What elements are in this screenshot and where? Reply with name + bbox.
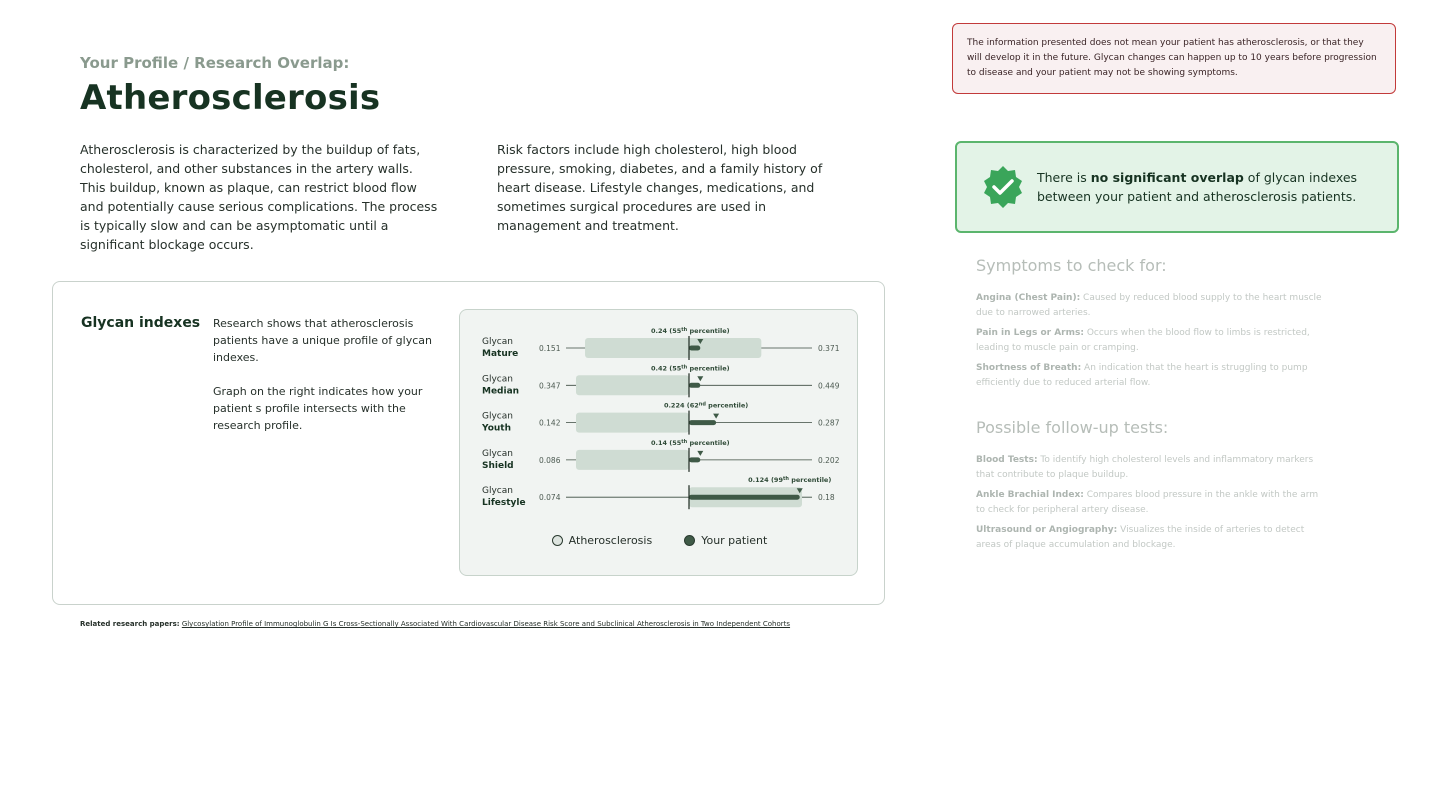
symptom-name: Pain in Legs or Arms: — [976, 328, 1084, 338]
related-label: Related research papers: — [80, 620, 180, 628]
description-right: Risk factors include high cholesterol, high blood pressure, smoking, diabetes, and a family history of heart disease. Lifestyle changes, medications, and sometimes surgical procedures are used in management and treatment. — [497, 142, 823, 233]
legend-atherosclerosis-label: Atherosclerosis — [568, 534, 653, 547]
atherosclerosis-band — [576, 375, 689, 395]
legend-atherosclerosis — [552, 534, 653, 547]
legend-atherosclerosis-swatch — [552, 535, 563, 546]
glycan-indexes-title: Glycan indexes — [81, 315, 201, 331]
related-papers — [80, 620, 790, 628]
row-max-label: 0.371 — [818, 344, 840, 353]
followup-item — [976, 488, 1326, 518]
row-max-label: 0.287 — [818, 418, 840, 428]
row-max-label: 0.449 — [818, 381, 840, 391]
patient-marker — [697, 451, 703, 456]
followup-name: Ankle Brachial Index: — [976, 490, 1084, 500]
followup-heading: Possible follow-up tests: — [976, 418, 1169, 437]
patient-bar — [689, 346, 700, 351]
glycan-chart-svg — [460, 310, 859, 530]
row-label-line1: Glycan — [482, 448, 513, 459]
patient-bar — [689, 495, 800, 500]
symptom-name: Shortness of Breath: — [976, 363, 1082, 373]
row-label-line1: Glycan — [482, 337, 513, 347]
row-label-line2: Youth — [482, 423, 511, 434]
row-min-label: 0.347 — [539, 381, 561, 391]
row-min-label: 0.086 — [539, 455, 561, 465]
row-max-label: 0.18 — [818, 493, 835, 503]
description-left: Atherosclerosis is characterized by the buildup of fats, cholesterol, and other substances in the artery walls. This buildup, known as plaque, can restrict blood flow and potentially cause serious complications. The process is typically slow and can be asymptomatic until a significant blockage occurs. — [80, 142, 438, 252]
patient-bar — [689, 457, 700, 462]
symptoms-heading: Symptoms to check for: — [976, 256, 1167, 275]
followup-item — [976, 453, 1326, 483]
symptom-item — [976, 361, 1326, 391]
row-label-line2: Lifestyle — [482, 498, 526, 509]
glycan-text-2: Graph on the right indicates how your patient s profile intersects with the research profile. — [213, 385, 423, 432]
legend-patient-swatch — [684, 535, 695, 546]
glycan-text-1: Research shows that atherosclerosis patients have a unique profile of glycan indexes. — [213, 317, 432, 364]
page-subtitle: Your Profile / Research Overlap: — [80, 54, 350, 72]
overlap-bold: no significant overlap — [1090, 170, 1244, 185]
patient-bar — [689, 383, 700, 388]
glycan-chart — [459, 309, 858, 576]
glycan-indexes-text — [213, 315, 433, 434]
symptom-text: Occurs when the blood flow to limbs is restricted, leading to muscle pain or cramping. — [976, 328, 1310, 353]
symptom-name: Angina (Chest Pain): — [976, 293, 1081, 303]
followup-text: Visualizes the inside of arteries to detect areas of plaque accumulation and blockage. — [976, 525, 1305, 550]
patient-bar — [689, 420, 716, 425]
row-label-line2: Mature — [482, 349, 519, 359]
followup-text: Compares blood pressure in the ankle with the arm to check for peripheral artery disease. — [976, 490, 1319, 515]
chart-legend — [460, 534, 859, 547]
overlap-post: of glycan indexes between your patient and atherosclerosis patients. — [1037, 170, 1358, 204]
patient-value-label: 0.224 (62nd percentile) — [663, 401, 749, 410]
overlap-message — [1037, 168, 1389, 206]
disclaimer-box: The information presented does not mean your patient has atherosclerosis, or that they will develop it in the future. Glycan changes can happen up to 10 years before progression to disease and your patient may not be showing symptoms. — [952, 23, 1396, 94]
followup-item — [976, 523, 1326, 553]
followup-text: To identify high cholesterol levels and inflammatory markers that contribute to plaque buildup. — [976, 455, 1314, 480]
overlap-pre: There is — [1037, 170, 1091, 185]
followup-name: Ultrasound or Angiography: — [976, 525, 1118, 535]
symptom-text: An indication that the heart is struggling to pump efficiently due to reduced arterial flow. — [976, 363, 1308, 388]
patient-value-label: 0.24 (55th percentile) — [650, 327, 730, 335]
glycan-indexes-card — [52, 281, 885, 605]
symptom-item — [976, 291, 1326, 321]
atherosclerosis-band — [585, 338, 761, 358]
symptom-text: Caused by reduced blood supply to the heart muscle due to narrowed arteries. — [976, 293, 1322, 318]
patient-marker — [697, 376, 703, 381]
row-label-line1: Glycan — [482, 411, 513, 422]
symptoms-section — [976, 256, 1326, 396]
row-label-line2: Median — [482, 386, 520, 397]
symptom-item — [976, 326, 1326, 356]
atherosclerosis-band — [576, 413, 689, 433]
row-min-label: 0.142 — [539, 418, 561, 428]
row-label-line2: Shield — [482, 460, 514, 471]
followup-name: Blood Tests: — [976, 455, 1038, 465]
related-paper-link[interactable]: Glycosylation Profile of Immunoglobulin G Is Cross-Sectionally Associated With Cardiovascular Disease Risk Score and Subclinical Atherosclerosis in Two Independent Cohorts — [181, 620, 791, 628]
legend-patient — [684, 534, 767, 547]
row-min-label: 0.074 — [539, 493, 561, 503]
row-max-label: 0.202 — [818, 455, 840, 465]
legend-patient-label: Your patient — [701, 534, 768, 547]
patient-value-label: 0.14 (55th percentile) — [650, 438, 730, 447]
patient-marker — [713, 414, 719, 419]
page-title: Atherosclerosis — [80, 78, 381, 118]
patient-value-label: 0.42 (55th percentile) — [650, 364, 730, 373]
overlap-result-box — [955, 141, 1399, 233]
verified-check-icon — [981, 165, 1025, 209]
row-label-line1: Glycan — [482, 486, 513, 497]
row-label-line1: Glycan — [482, 374, 513, 385]
patient-value-label: 0.124 (99th percentile) — [748, 476, 832, 485]
row-min-label: 0.151 — [539, 344, 561, 353]
followup-section — [976, 418, 1326, 558]
atherosclerosis-band — [576, 450, 689, 470]
